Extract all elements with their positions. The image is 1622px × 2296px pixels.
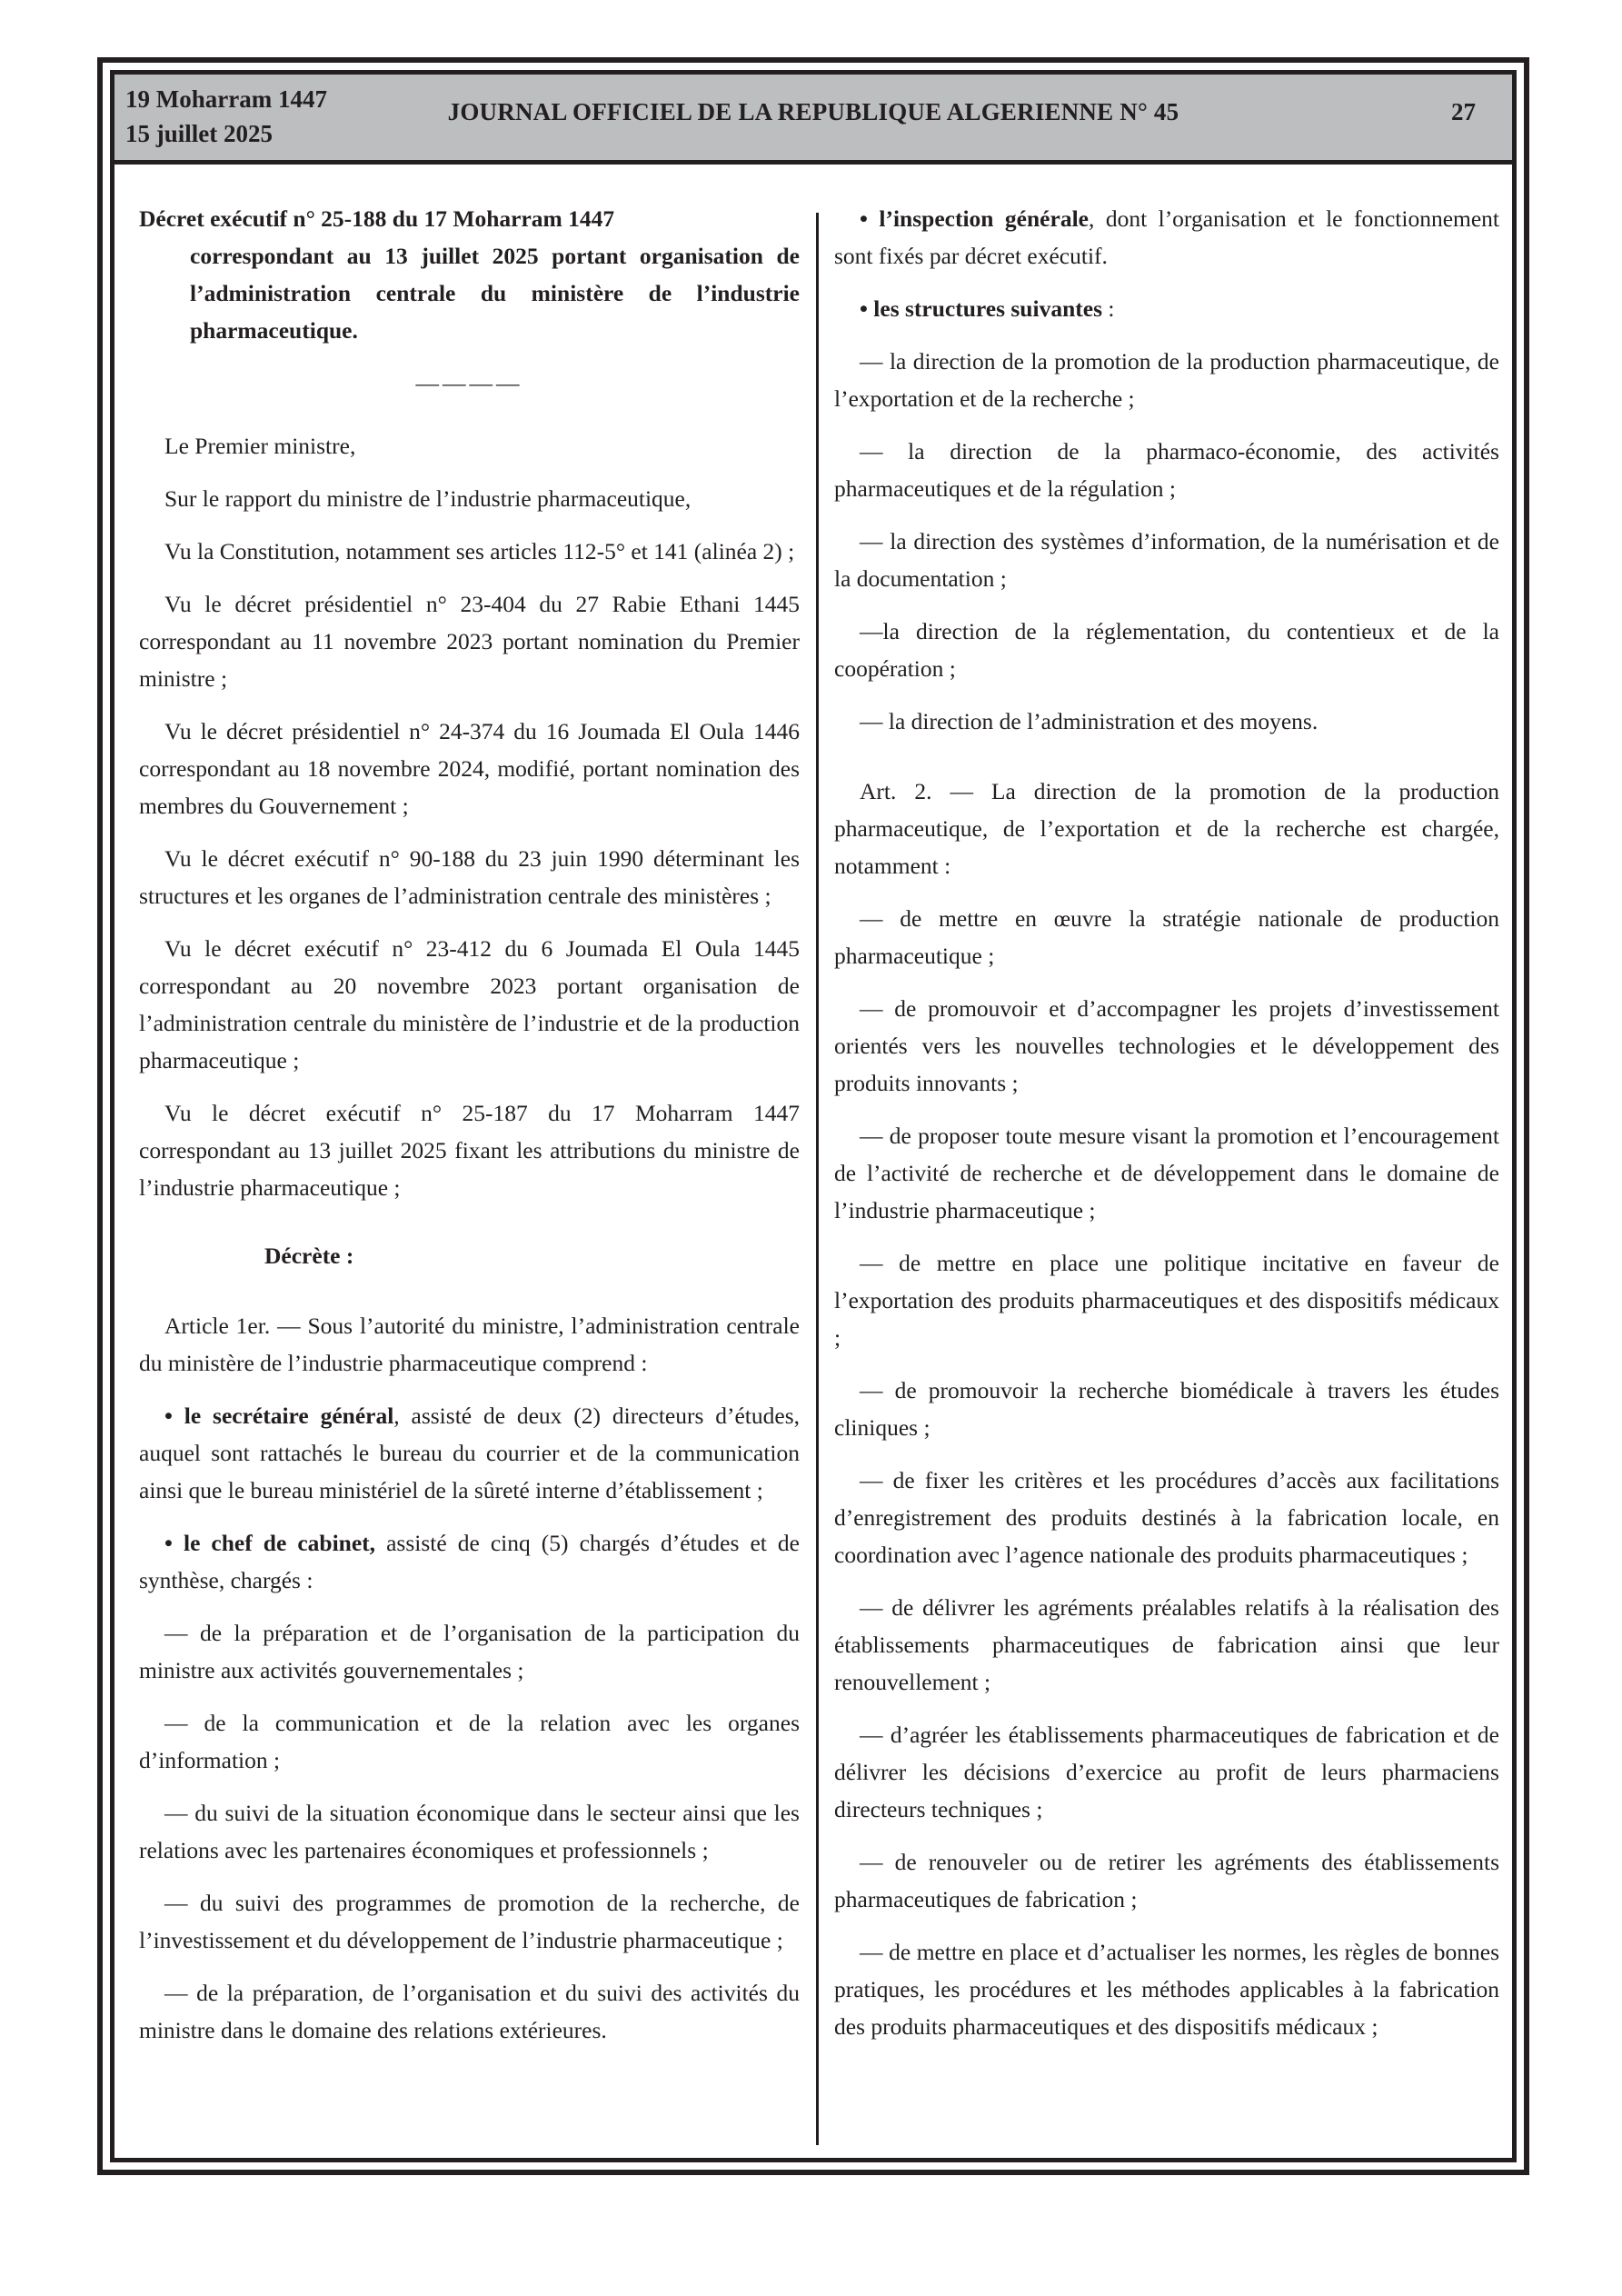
preamble-paragraph: Vu la Constitution, notamment ses articles 112-5° et 141 (alinéa 2) ; [164,538,795,564]
article-2-item: — de délivrer les agréments préalables relatifs à la réalisation des établissements pharmaceutiques de fabrication ainsi que leur renouvellement ; [834,1594,1499,1695]
structure-item: — la direction de la promotion de la production pharmaceutique, de l’exportation et de la recherche ; [834,348,1499,412]
structures-colon: : [1102,295,1115,322]
chief-of-cabinet-label: • le chef de cabinet, [164,1530,376,1556]
right-column [834,200,1499,2061]
secretary-general-text: , assisté de deux (2) directeurs d’études, auquel sont rattachés le bureau du courrier et de la communication ainsi que le bureau ministériel de la sûreté interne d’établissement ; [139,1403,800,1503]
page-frame-outer [97,57,1529,2175]
left-column [139,200,800,2064]
structures-label: • les structures suivantes [860,295,1102,322]
article-2-item: — de mettre en place une politique incitative en faveur de l’exportation des produits pharmaceutiques et des dispositifs médicaux ; [834,1250,1499,1351]
cabinet-duty-item: — de la préparation et de l’organisation de la participation du ministre aux activités gouvernementales ; [139,1620,800,1683]
preamble-paragraph: Vu le décret exécutif n° 23-412 du 6 Joumada El Oula 1445 correspondant au 20 novembre 2023 portant organisation de l’administration centrale du ministère de l’industrie et de la production pharmaceutique ; [139,935,800,1073]
article-2-item: — de promouvoir et d’accompagner les projets d’investissement orientés vers les nouvelles technologies et le développement des produits innovants ; [834,995,1499,1096]
general-inspection-item [834,200,1499,275]
hijri-date: 19 Moharram 1447 [125,85,327,113]
cabinet-duty-item: — du suivi des programmes de promotion de la recherche, de l’investissement et du développement de l’industrie pharmaceutique ; [139,1890,800,1953]
gregorian-date: 15 juillet 2025 [125,120,273,147]
column-divider [816,213,819,2145]
cabinet-duty-item: — de la communication et de la relation avec les organes d’information ; [139,1710,800,1773]
article-1: Article 1er. — Sous l’autorité du ministre, l’administration centrale du ministère de l’industrie pharmaceutique comprend : [139,1313,800,1376]
title-separator: ———— [415,370,523,396]
secretary-general-label: • le secrétaire général [164,1403,394,1429]
article-2-item: — de fixer les critères et les procédures d’accès aux facilitations d’enregistrement des produits destinés à la fabrication locale, en coordination avec l’agence nationale des produits pharmaceutiques ; [834,1467,1499,1568]
article-2-item: — de proposer toute mesure visant la promotion et l’encouragement de l’activité de recherche et de développement dans le domaine de l’industrie pharmaceutique ; [834,1123,1499,1223]
preamble-paragraph: Vu le décret présidentiel n° 23-404 du 27 Rabie Ethani 1445 correspondant au 11 novembre 2023 portant nomination du Premier ministre ; [139,591,800,692]
chief-of-cabinet-text: assisté de cinq (5) chargés d’études et de synthèse, chargés : [139,1530,800,1593]
journal-title: JOURNAL OFFICIEL DE LA REPUBLIQUE ALGERIENNE N° 45 [447,98,1179,125]
article-2-item: — d’agréer les établissements pharmaceutiques de fabrication et de délivrer les décisions d’exercice au profit de leurs pharmaciens directeurs techniques ; [834,1722,1499,1822]
preamble-paragraph: Vu le décret exécutif n° 90-188 du 23 juin 1990 déterminant les structures et les organes de l’administration centrale des ministères ; [139,845,800,909]
general-inspection-text: , dont l’organisation et le fonctionnement sont fixés par décret exécutif. [834,205,1499,269]
decree-title-line1: Décret exécutif n° 25-188 du 17 Moharram 1447 [139,205,615,232]
article-2-item: — de mettre en place et d’actualiser les normes, les règles de bonnes pratiques, les procédures et les méthodes applicables à la fabrication des produits pharmaceutiques et des dispositifs médicaux ; [834,1939,1499,2040]
decrete-heading: Décrète : [264,1243,354,1269]
structure-item: —la direction de la réglementation, du contentieux et de la coopération ; [834,618,1499,682]
structure-item: — la direction de la pharmaco-économie, des activités pharmaceutiques et de la régulation ; [834,438,1499,502]
decree-title-rest: correspondant au 13 juillet 2025 portant organisation de l’administration centrale du ministère de l’industrie pharmaceutique. [190,243,800,344]
article-2-item: — de mettre en œuvre la stratégie nationale de production pharmaceutique ; [834,905,1499,969]
preamble-paragraph: Sur le rapport du ministre de l’industrie pharmaceutique, [164,485,692,512]
preamble-paragraph: Vu le décret exécutif n° 25-187 du 17 Moharram 1447 correspondant au 13 juillet 2025 fixant les attributions du ministre de l’industrie pharmaceutique ; [139,1100,800,1201]
structure-item: — la direction des systèmes d’information, de la numérisation et de la documentation ; [834,528,1499,592]
cabinet-duty-item: — de la préparation, de l’organisation et du suivi des activités du ministre dans le domaine des relations extérieures. [139,1980,800,2043]
secretary-general-item [139,1397,800,1509]
page-frame-inner [110,70,1517,2162]
preamble-paragraph: Vu le décret présidentiel n° 24-374 du 16 Joumada El Oula 1446 correspondant au 18 novembre 2024, modifié, portant nomination des membres du Gouvernement ; [139,718,800,819]
article-2-item: — de promouvoir la recherche biomédicale à travers les études cliniques ; [834,1377,1499,1441]
article-2-item: — de renouveler ou de retirer les agréments des établissements pharmaceutiques de fabrication ; [834,1849,1499,1912]
structures-heading [834,290,1499,327]
chief-of-cabinet-item [139,1524,800,1599]
general-inspection-label: • l’inspection générale [860,205,1089,232]
preamble-paragraph: Le Premier ministre, [164,433,356,459]
journal-header [114,75,1512,165]
cabinet-duty-item: — du suivi de la situation économique dans le secteur ainsi que les relations avec les partenaires économiques et professionnels ; [139,1800,800,1863]
decree-title [139,200,800,349]
structure-item: — la direction de l’administration et des moyens. [860,708,1318,734]
page-number: 27 [1451,98,1476,125]
article-2: Art. 2. — La direction de la promotion de la production pharmaceutique, de l’exportation et de la recherche est chargée, notamment : [834,778,1499,879]
